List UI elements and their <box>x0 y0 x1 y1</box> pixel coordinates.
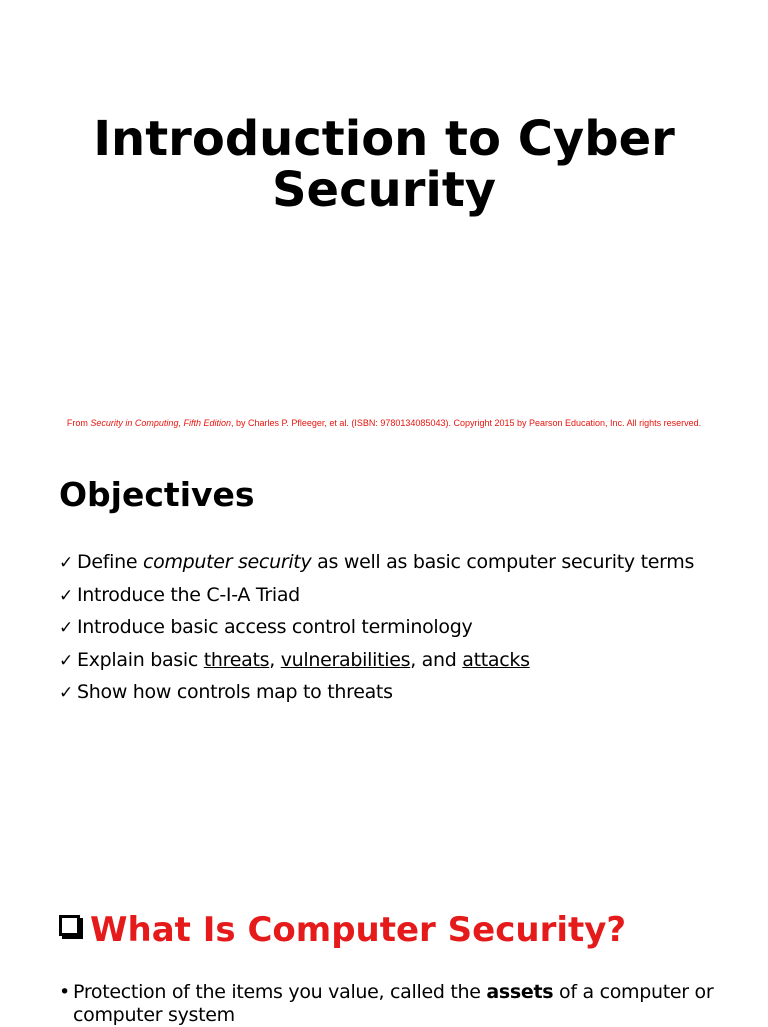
list-item <box>59 644 694 677</box>
item-text: of a computer or <box>553 981 714 1003</box>
item-text: , <box>269 648 281 671</box>
credit-suffix: , by Charles P. Pfleeger, et al. (ISBN: 9780134085043). Copyright 2015 by Pearson Education, Inc. All rights reserved. <box>230 418 702 428</box>
checkbox-bullet-icon <box>59 915 80 936</box>
title-slide <box>0 0 768 450</box>
bullet-icon: • <box>59 981 70 1003</box>
item-emphasis: computer security <box>142 551 312 573</box>
item-text: Introduce the C-I-A Triad <box>77 583 300 606</box>
checkmark-icon: ✓ <box>59 618 73 638</box>
objectives-slide <box>0 455 768 875</box>
checkmark-icon: ✓ <box>59 585 73 606</box>
section-heading <box>59 908 626 952</box>
copyright-credit <box>0 418 768 428</box>
item-text: Define <box>77 551 143 573</box>
credit-prefix: From <box>66 418 91 428</box>
item-text: , and <box>410 648 463 671</box>
section-heading-text: What Is Computer Security? <box>90 910 627 950</box>
item-bold-term: assets <box>486 981 554 1003</box>
item-text: Introduce basic access control terminology <box>77 616 473 638</box>
objectives-heading: Objectives <box>59 475 255 514</box>
threats-link[interactable]: threats <box>203 648 270 671</box>
list-item <box>59 579 694 612</box>
slide-title-text: Introduction to Cyber Security <box>93 111 675 218</box>
list-item <box>59 981 739 1027</box>
list-item <box>59 546 694 579</box>
attacks-link[interactable]: attacks <box>462 648 530 671</box>
list-item <box>59 611 694 644</box>
credit-book-title: Security in Computing, Fifth Edition <box>90 418 231 428</box>
checkmark-icon: ✓ <box>59 553 73 573</box>
item-text: Protection of the items you value, called the <box>73 981 487 1003</box>
item-text: as well as basic computer security terms <box>311 551 695 573</box>
item-text: Explain basic <box>77 648 204 671</box>
list-item <box>59 676 694 709</box>
checkmark-icon: ✓ <box>59 683 73 703</box>
item-text: Show how controls map to threats <box>77 681 393 703</box>
item-text-continued: computer system <box>73 1004 235 1026</box>
slide-title <box>0 111 768 218</box>
checkmark-icon: ✓ <box>59 650 73 671</box>
definition-slide <box>0 880 768 1024</box>
vulnerabilities-link[interactable]: vulnerabilities <box>280 648 411 671</box>
objectives-list <box>59 546 694 709</box>
